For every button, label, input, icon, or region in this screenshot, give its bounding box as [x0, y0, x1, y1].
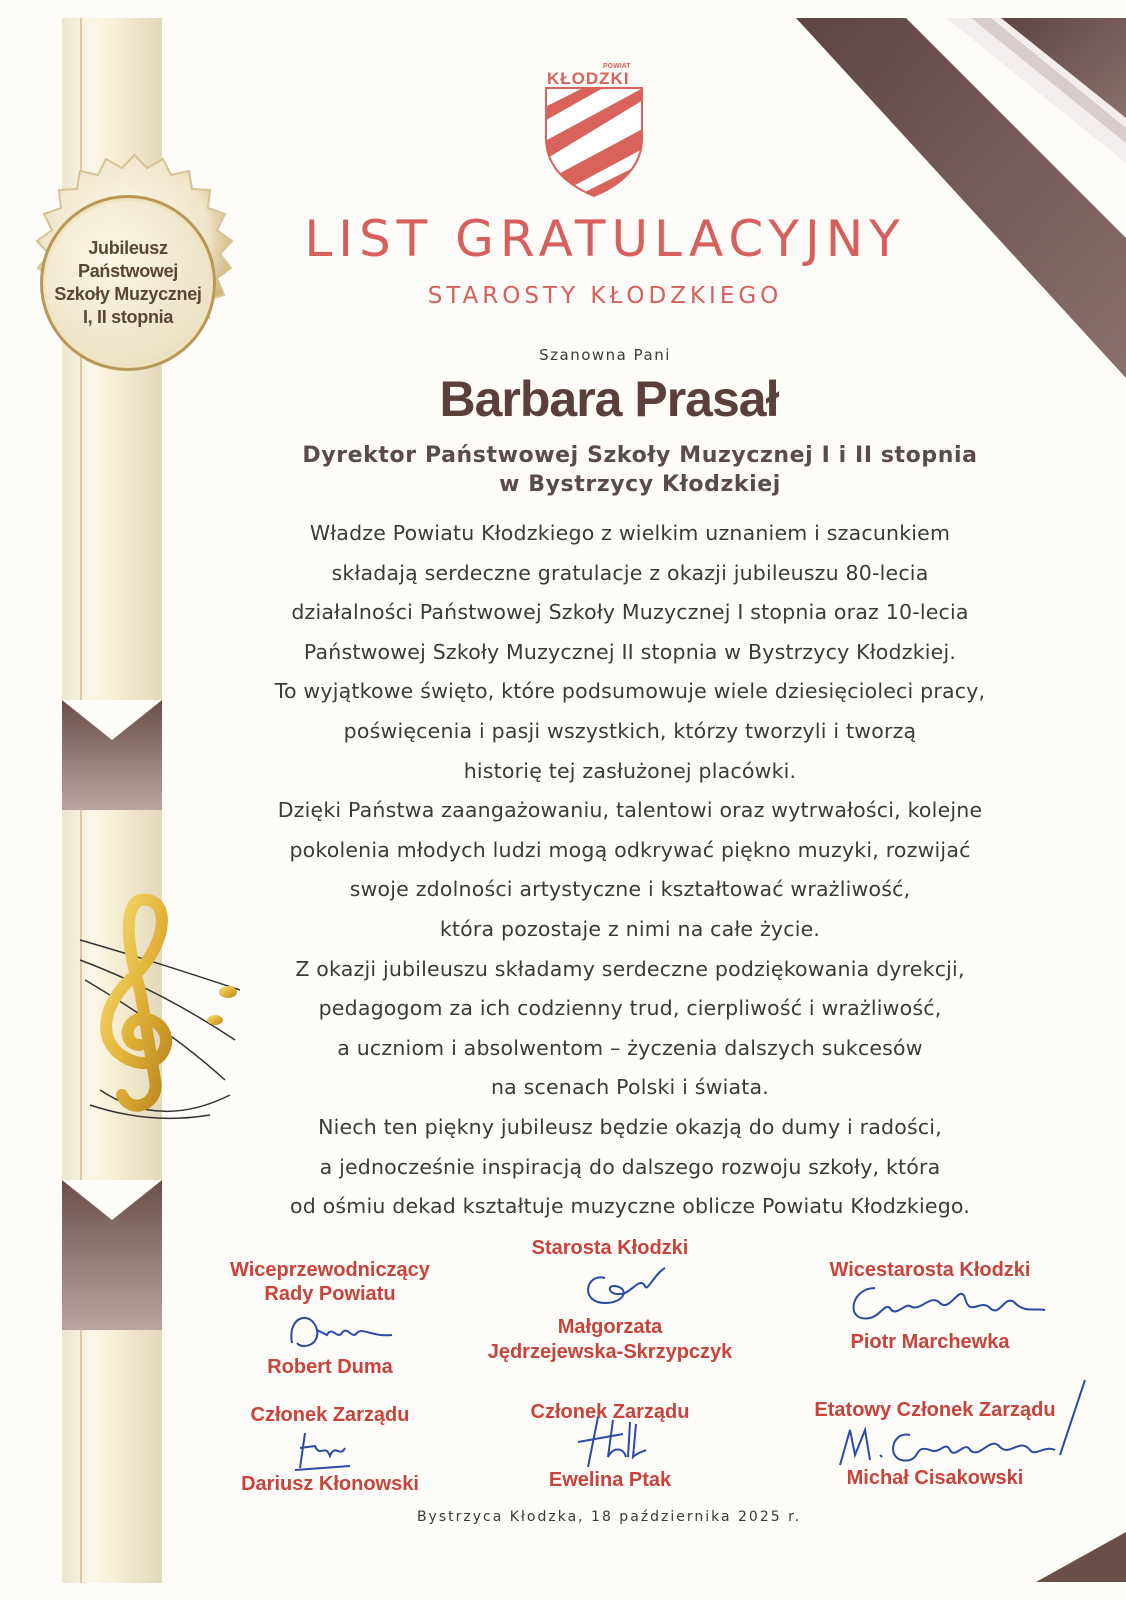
letter-body — [220, 514, 1040, 1227]
seal-text-line: Jubileusz — [88, 238, 168, 258]
salutation: Szanowna Pani — [539, 346, 671, 364]
starosta-role: Starosta Kłodzki — [531, 1237, 689, 1259]
member2-role: Członek Zarządu — [530, 1401, 690, 1423]
member1-name: Dariusz Kłonowski — [241, 1473, 419, 1495]
body-line: Władze Powiatu Kłodzkiego z wielkim uznaniem i szacunkiem — [309, 521, 951, 545]
body-line: Z okazji jubileuszu składamy serdeczne podziękowania dyrekcji, — [295, 956, 965, 981]
seal-text-line: Szkoły Muzycznej — [54, 284, 202, 304]
body-line: pokolenia młodych ludzi mogą odkrywać piękno muzyki, rozwijać — [289, 837, 971, 862]
body-line: która pozostaje z nimi na całe życie. — [439, 916, 821, 941]
signature-mark — [568, 1412, 658, 1472]
starosta-name — [450, 1315, 770, 1365]
body-line: Państwowej Szkoły Muzycznej II stopnia w Bystrzycy Kłodzkiej. — [303, 639, 957, 664]
vice-chair-name: Robert Duma — [267, 1356, 393, 1378]
recipient-role — [0, 441, 1126, 499]
seal-text-line: Państwowej — [77, 261, 179, 281]
body-line: Niech ten piękny jubileusz będzie okazją do dumy i radości, — [318, 1114, 942, 1139]
member2-name: Ewelina Ptak — [548, 1469, 672, 1491]
recipient-role-line: w Bystrzycy Kłodzkiej — [499, 472, 781, 497]
ribbon-notch — [62, 700, 162, 740]
signature-mark — [840, 1268, 1050, 1328]
treble-clef-icon — [30, 880, 260, 1130]
certificate-title: LIST GRATULACYJNY — [304, 210, 906, 268]
seal-text-line: I, II stopnia — [82, 307, 174, 327]
signature-mark — [820, 1375, 1090, 1475]
body-line: historię tej zasłużonej placówki. — [463, 758, 797, 783]
body-line: Dzięki Państwa zaangażowaniu, talentowi oraz wytrwałości, kolejne — [277, 798, 983, 823]
ribbon-notch — [62, 1180, 162, 1220]
body-line: działalności Państwowej Szkoły Muzycznej I stopnia oraz 10-lecia — [291, 600, 969, 625]
vice-starosta-name: Piotr Marchewka — [850, 1331, 1010, 1353]
role-line: Wiceprzewodniczący — [230, 1259, 430, 1281]
body-line: a jednocześnie inspiracją do dalszego rozwoju szkoły, która — [319, 1154, 941, 1179]
body-line: a uczniom i absolwentom – życzenia dalszych sukcesów — [337, 1035, 923, 1060]
place-and-date: Bystrzyca Kłodzka, 18 października 2025 r. — [416, 1509, 802, 1525]
crest-name-text: KŁODZKI — [547, 69, 630, 88]
signature-mark — [290, 1428, 360, 1473]
corner-decoration — [1036, 1532, 1126, 1582]
name-line: Jędrzejewska-Skrzypczyk — [487, 1341, 733, 1363]
name-line: Małgorzata — [557, 1316, 663, 1338]
signature-mark — [575, 1258, 685, 1313]
body-line: pedagogom za ich codzienny trud, cierpliwość i wrażliwość, — [318, 996, 942, 1021]
signature-mark — [282, 1305, 402, 1355]
member1-role: Członek Zarządu — [250, 1404, 410, 1426]
vice-starosta-role: Wicestarosta Kłodzki — [829, 1259, 1031, 1281]
body-line: składają serdeczne gratulacje z okazji jubileuszu 80-lecia — [331, 560, 929, 585]
corner-stripes-decoration — [796, 18, 1126, 378]
body-line: od ośmiu dekad kształtuje muzyczne oblicze Powiatu Kłodzkiego. — [289, 1194, 971, 1219]
body-line: swoje zdolności artystyczne i kształtować wrażliwość, — [349, 877, 911, 902]
county-crest-logo — [543, 58, 645, 198]
member3-role: Etatowy Członek Zarządu — [814, 1399, 1056, 1421]
recipient-name: Barbara Prasał — [439, 371, 779, 427]
certificate-subtitle: STAROSTY KŁODZKIEGO — [427, 283, 783, 309]
recipient-role-line: Dyrektor Państwowej Szkoły Muzycznej I i II stopnia — [302, 443, 978, 468]
body-line: poświęcenia i pasji wszystkich, którzy tworzyli i tworzą — [343, 718, 917, 743]
crest-top-text: POWIAT — [603, 63, 631, 70]
role-line: Rady Powiatu — [264, 1283, 396, 1305]
member3-name: Michał Cisakowski — [846, 1467, 1024, 1489]
body-line: na scenach Polski i świata. — [490, 1075, 770, 1100]
body-line: To wyjątkowe święto, które podsumowuje wiele dziesięcioleci pracy, — [274, 679, 986, 704]
vice-chair-role — [210, 1258, 450, 1306]
